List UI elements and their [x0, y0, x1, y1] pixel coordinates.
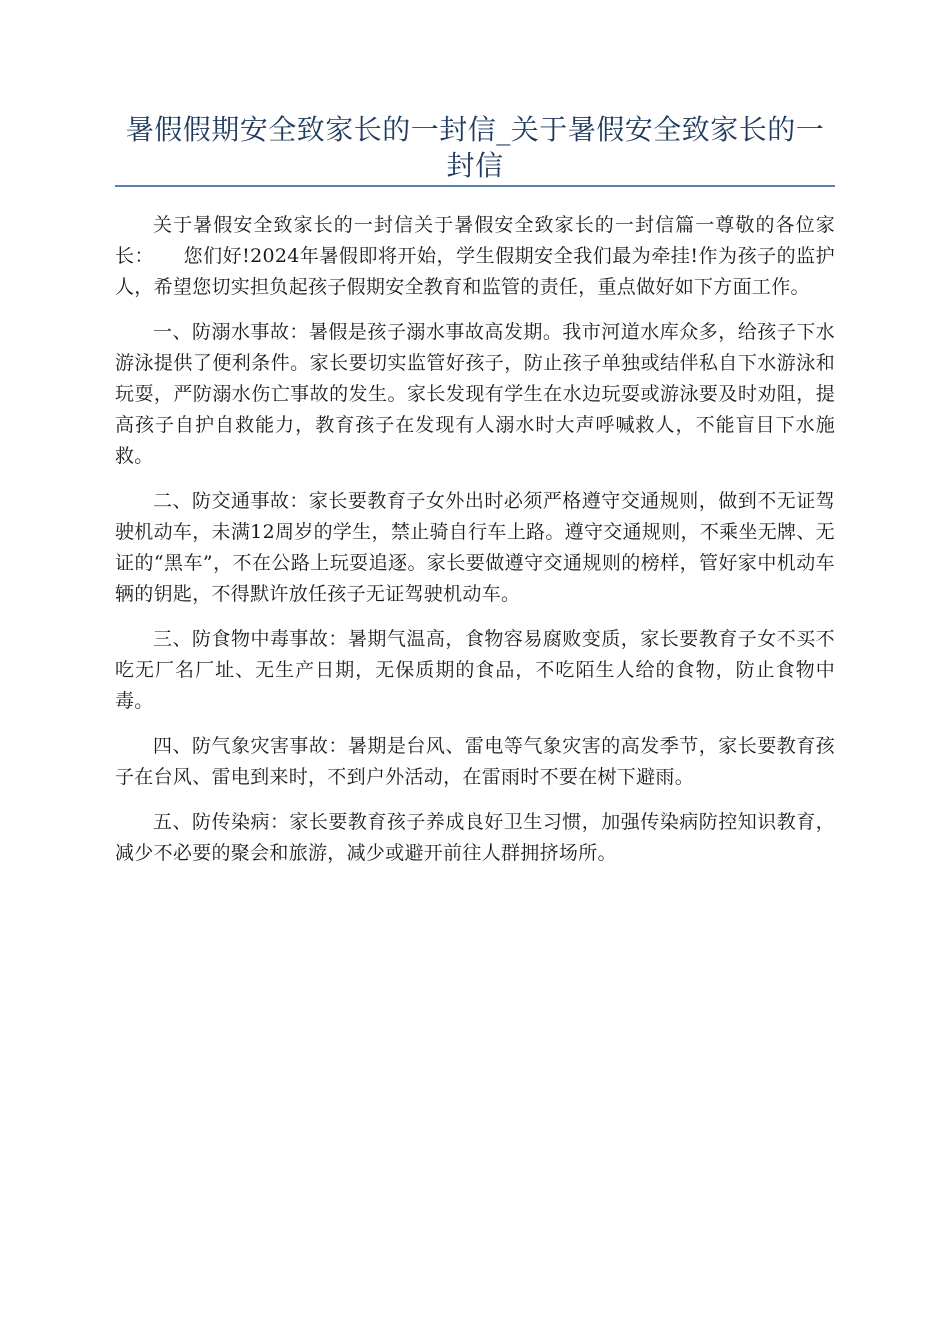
title-block	[115, 112, 835, 184]
paragraph-intro: 关于暑假安全致家长的一封信关于暑假安全致家长的一封信篇一尊敬的各位家长： 您们好!2024年暑假即将开始，学生假期安全我们最为牵挂!作为孩子的监护人，希望您切实担负起孩子假期安全教育和监管的责任，重点做好如下方面工作。	[115, 214, 835, 298]
document-title: 暑假假期安全致家长的一封信_关于暑假安全致家长的一封信	[125, 113, 825, 182]
paragraph-food-poisoning: 三、防食物中毒事故：暑期气温高，食物容易腐败变质，家长要教育子女不买不吃无厂名厂址、无生产日期，无保质期的食品，不吃陌生人给的食物，防止食物中毒。	[115, 628, 835, 712]
paragraph-weather: 四、防气象灾害事故：暑期是台风、雷电等气象灾害的高发季节，家长要教育孩子在台风、雷电到来时，不到户外活动，在雷雨时不要在树下避雨。	[115, 735, 835, 788]
paragraph-traffic: 二、防交通事故：家长要教育子女外出时必须严格遵守交通规则，做到不无证驾驶机动车，未满12周岁的学生，禁止骑自行车上路。遵守交通规则，不乘坐无牌、无证的“黑车”，不在公路上玩耍追逐。家长要做遵守交通规则的榜样，管好家中机动车辆的钥匙，不得默许放任孩子无证驾驶机动车。	[115, 490, 835, 605]
paragraph-drowning: 一、防溺水事故：暑假是孩子溺水事故高发期。我市河道水库众多，给孩子下水游泳提供了便利条件。家长要切实监管好孩子，防止孩子单独或结伴私自下水游泳和玩耍，严防溺水伤亡事故的发生。家长发现有学生在水边玩耍或游泳要及时劝阻，提高孩子自护自救能力，教育孩子在发现有人溺水时大声呼喊救人，不能盲目下水施救。	[115, 321, 835, 467]
title-underline	[115, 185, 835, 187]
paragraph-disease: 五、防传染病：家长要教育孩子养成良好卫生习惯，加强传染病防控知识教育，减少不必要的聚会和旅游，减少或避开前往人群拥挤场所。	[115, 811, 835, 864]
document-body	[115, 210, 835, 883]
